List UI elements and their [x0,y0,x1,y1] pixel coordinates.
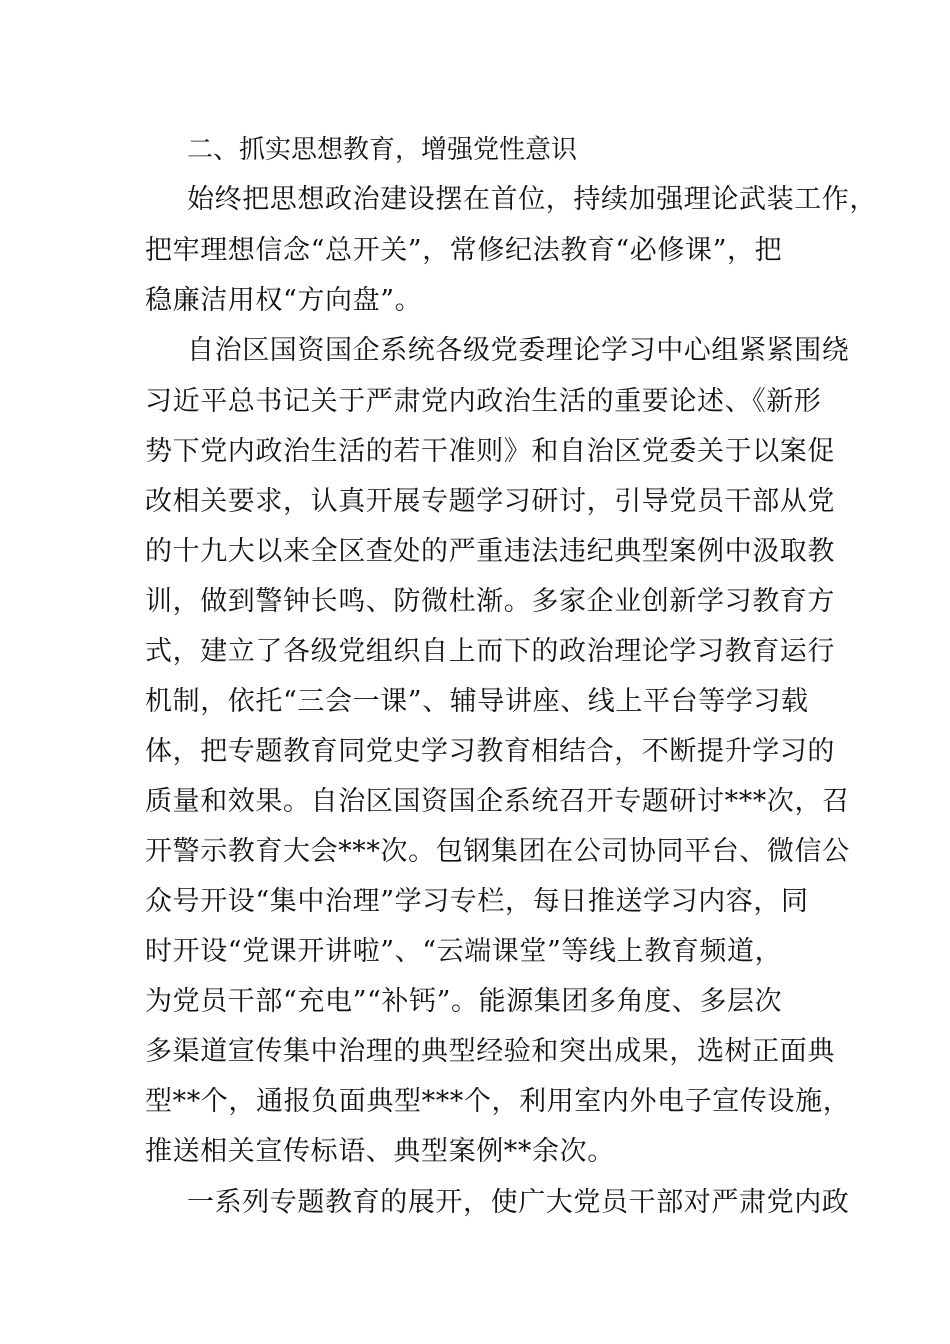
paragraph-line: 一系列专题教育的展开，使广大党员干部对严肃党内政 [187,1187,850,1218]
paragraph-line: 开警示教育大会***次。包钢集团在公司协同平台、微信公 [145,836,850,867]
paragraph-line: 时开设“党课开讲啦”、“云端课堂”等线上教育频道， [145,936,783,967]
paragraph-line: 势下党内政治生活的若干准则》和自治区党委关于以案促 [145,436,835,467]
paragraph-line: 质量和效果。自治区国资国企系统召开专题研讨***次，召 [145,786,850,817]
paragraph-line: 训，做到警钟长鸣、防微杜渐。多家企业创新学习教育方 [145,586,835,617]
paragraph-line: 众号开设“集中治理”学习专栏，每日推送学习内容，同 [145,886,809,917]
paragraph-line: 机制，依托“三会一课”、辅导讲座、线上平台等学习载 [145,686,809,717]
paragraph-line: 为党员干部“充电”“补钙”。能源集团多角度、多层次 [145,986,783,1017]
paragraph-line: 体，把专题教育同党史学习教育相结合，不断提升学习的 [145,736,835,767]
paragraph-line: 多渠道宣传集中治理的典型经验和突出成果，选树正面典 [145,1036,835,1067]
paragraph-line: 型**个，通报负面典型***个，利用室内外电子宣传设施， [145,1086,851,1117]
paragraph-line: 自治区国资国企系统各级党委理论学习中心组紧紧围绕 [187,335,850,366]
section-heading: 二、抓实思想教育，增强党性意识 [187,135,578,165]
paragraph-line: 把牢理想信念“总开关”，常修纪法教育“必修课”，把 [145,235,783,266]
paragraph-line: 稳廉洁用权“方向盘”。 [145,285,423,316]
paragraph-line: 改相关要求，认真开展专题学习研讨，引导党员干部从党 [145,486,835,517]
paragraph-line: 式，建立了各级党组织自上而下的政治理论学习教育运行 [145,636,835,667]
paragraph-line: 始终把思想政治建设摆在首位，持续加强理论武装工作， [187,184,877,215]
paragraph-line: 习近平总书记关于严肃党内政治生活的重要论述、《新形 [145,386,822,417]
paragraph-line: 推送相关宣传标语、典型案例**余次。 [145,1136,615,1167]
paragraph-line: 的十九大以来全区查处的严重违法违纪典型案例中汲取教 [145,536,835,567]
